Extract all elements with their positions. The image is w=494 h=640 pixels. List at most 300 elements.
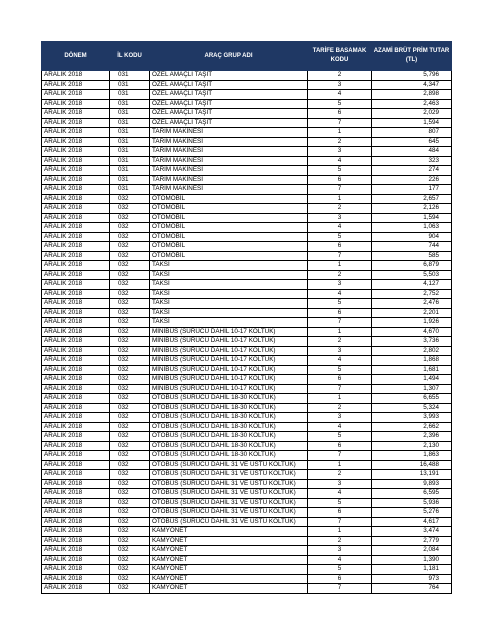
table-row bbox=[42, 337, 452, 347]
cell-arac-grup: MİNİBÜS (SÜRÜCÜ DAHİL 10-17 KOLTUK) bbox=[150, 375, 308, 385]
cell-il-kodu: 032 bbox=[110, 489, 150, 499]
cell-donem: ARALIK 2018 bbox=[42, 128, 110, 138]
cell-tarife: 6 bbox=[308, 508, 372, 518]
cell-donem: ARALIK 2018 bbox=[42, 451, 110, 461]
cell-il-kodu: 031 bbox=[110, 128, 150, 138]
cell-donem: ARALIK 2018 bbox=[42, 489, 110, 499]
cell-arac-grup: OTOMOBİL bbox=[150, 213, 308, 223]
cell-il-kodu: 032 bbox=[110, 565, 150, 575]
cell-il-kodu: 031 bbox=[110, 147, 150, 157]
cell-il-kodu: 031 bbox=[110, 80, 150, 90]
cell-arac-grup: OTOBÜS (SÜRÜCÜ DAHİL 31 VE ÜSTÜ KOLTUK) bbox=[150, 489, 308, 499]
cell-tutar: 2,029 bbox=[372, 109, 452, 119]
cell-tarife: 2 bbox=[308, 137, 372, 147]
cell-tarife: 3 bbox=[308, 546, 372, 556]
cell-tutar: 2,084 bbox=[372, 546, 452, 556]
table-row bbox=[42, 574, 452, 584]
table-row bbox=[42, 565, 452, 575]
cell-il-kodu: 032 bbox=[110, 546, 150, 556]
table-row bbox=[42, 432, 452, 442]
cell-il-kodu: 032 bbox=[110, 403, 150, 413]
cell-arac-grup: KAMYONET bbox=[150, 546, 308, 556]
cell-tutar: 274 bbox=[372, 166, 452, 176]
table-row bbox=[42, 289, 452, 299]
table-row bbox=[42, 251, 452, 261]
cell-tarife: 2 bbox=[308, 71, 372, 81]
cell-tutar: 9,893 bbox=[372, 479, 452, 489]
cell-tutar: 2,126 bbox=[372, 204, 452, 214]
cell-tutar: 226 bbox=[372, 175, 452, 185]
cell-il-kodu: 032 bbox=[110, 213, 150, 223]
cell-donem: ARALIK 2018 bbox=[42, 242, 110, 252]
header-tarife: TARİFE BASAMAK KODU bbox=[308, 42, 372, 71]
cell-tutar: 1,863 bbox=[372, 451, 452, 461]
cell-donem: ARALIK 2018 bbox=[42, 413, 110, 423]
cell-tarife: 2 bbox=[308, 470, 372, 480]
cell-donem: ARALIK 2018 bbox=[42, 118, 110, 128]
table-row bbox=[42, 204, 452, 214]
cell-arac-grup: ÖZEL AMAÇLI TAŞIT bbox=[150, 80, 308, 90]
premium-table bbox=[41, 41, 452, 594]
cell-tutar: 2,752 bbox=[372, 289, 452, 299]
table-row bbox=[42, 99, 452, 109]
cell-tutar: 2,463 bbox=[372, 99, 452, 109]
cell-tutar: 5,276 bbox=[372, 508, 452, 518]
table-row bbox=[42, 441, 452, 451]
table-row bbox=[42, 71, 452, 81]
cell-tarife: 2 bbox=[308, 270, 372, 280]
table-row bbox=[42, 327, 452, 337]
cell-il-kodu: 032 bbox=[110, 308, 150, 318]
cell-il-kodu: 032 bbox=[110, 394, 150, 404]
cell-arac-grup: OTOMOBİL bbox=[150, 242, 308, 252]
cell-il-kodu: 031 bbox=[110, 99, 150, 109]
cell-donem: ARALIK 2018 bbox=[42, 479, 110, 489]
cell-donem: ARALIK 2018 bbox=[42, 460, 110, 470]
cell-tarife: 7 bbox=[308, 517, 372, 527]
cell-il-kodu: 032 bbox=[110, 460, 150, 470]
cell-tarife: 6 bbox=[308, 574, 372, 584]
cell-arac-grup: OTOBÜS (SÜRÜCÜ DAHİL 18-30 KOLTUK) bbox=[150, 413, 308, 423]
cell-il-kodu: 032 bbox=[110, 251, 150, 261]
cell-tarife: 5 bbox=[308, 498, 372, 508]
cell-il-kodu: 031 bbox=[110, 118, 150, 128]
header-tutar: AZAMİ BRÜT PRİM TUTAR (TL) bbox=[372, 42, 452, 71]
cell-il-kodu: 032 bbox=[110, 356, 150, 366]
cell-donem: ARALIK 2018 bbox=[42, 156, 110, 166]
table-row bbox=[42, 384, 452, 394]
table-row bbox=[42, 555, 452, 565]
cell-arac-grup: ÖZEL AMAÇLI TAŞIT bbox=[150, 109, 308, 119]
cell-tutar: 13,191 bbox=[372, 470, 452, 480]
cell-arac-grup: MİNİBÜS (SÜRÜCÜ DAHİL 10-17 KOLTUK) bbox=[150, 356, 308, 366]
cell-il-kodu: 032 bbox=[110, 318, 150, 328]
cell-il-kodu: 032 bbox=[110, 242, 150, 252]
cell-tutar: 5,324 bbox=[372, 403, 452, 413]
cell-il-kodu: 031 bbox=[110, 175, 150, 185]
cell-arac-grup: OTOMOBİL bbox=[150, 194, 308, 204]
cell-arac-grup: MİNİBÜS (SÜRÜCÜ DAHİL 10-17 KOLTUK) bbox=[150, 365, 308, 375]
cell-arac-grup: OTOMOBİL bbox=[150, 251, 308, 261]
cell-tarife: 5 bbox=[308, 166, 372, 176]
cell-il-kodu: 032 bbox=[110, 384, 150, 394]
cell-tutar: 6,595 bbox=[372, 489, 452, 499]
cell-tutar: 6,879 bbox=[372, 261, 452, 271]
cell-tarife: 4 bbox=[308, 422, 372, 432]
cell-donem: ARALIK 2018 bbox=[42, 346, 110, 356]
cell-donem: ARALIK 2018 bbox=[42, 308, 110, 318]
cell-donem: ARALIK 2018 bbox=[42, 270, 110, 280]
table-row bbox=[42, 346, 452, 356]
table-row bbox=[42, 413, 452, 423]
cell-donem: ARALIK 2018 bbox=[42, 71, 110, 81]
cell-arac-grup: OTOBÜS (SÜRÜCÜ DAHİL 31 VE ÜSTÜ KOLTUK) bbox=[150, 508, 308, 518]
cell-donem: ARALIK 2018 bbox=[42, 280, 110, 290]
cell-il-kodu: 032 bbox=[110, 232, 150, 242]
cell-tutar: 1,926 bbox=[372, 318, 452, 328]
table-row bbox=[42, 118, 452, 128]
cell-tarife: 4 bbox=[308, 156, 372, 166]
cell-donem: ARALIK 2018 bbox=[42, 261, 110, 271]
cell-tutar: 2,476 bbox=[372, 299, 452, 309]
cell-il-kodu: 031 bbox=[110, 90, 150, 100]
cell-donem: ARALIK 2018 bbox=[42, 299, 110, 309]
cell-tarife: 7 bbox=[308, 318, 372, 328]
cell-tarife: 3 bbox=[308, 280, 372, 290]
cell-donem: ARALIK 2018 bbox=[42, 546, 110, 556]
cell-tarife: 5 bbox=[308, 232, 372, 242]
cell-tutar: 323 bbox=[372, 156, 452, 166]
table-row bbox=[42, 223, 452, 233]
cell-tutar: 973 bbox=[372, 574, 452, 584]
cell-donem: ARALIK 2018 bbox=[42, 137, 110, 147]
cell-arac-grup: OTOBÜS (SÜRÜCÜ DAHİL 18-30 KOLTUK) bbox=[150, 394, 308, 404]
cell-il-kodu: 032 bbox=[110, 441, 150, 451]
cell-arac-grup: OTOBÜS (SÜRÜCÜ DAHİL 18-30 KOLTUK) bbox=[150, 422, 308, 432]
cell-il-kodu: 032 bbox=[110, 261, 150, 271]
cell-donem: ARALIK 2018 bbox=[42, 394, 110, 404]
cell-arac-grup: TAKSİ bbox=[150, 299, 308, 309]
cell-donem: ARALIK 2018 bbox=[42, 185, 110, 195]
cell-arac-grup: OTOMOBİL bbox=[150, 232, 308, 242]
cell-donem: ARALIK 2018 bbox=[42, 432, 110, 442]
cell-arac-grup: TAKSİ bbox=[150, 270, 308, 280]
table-row bbox=[42, 546, 452, 556]
table-row bbox=[42, 137, 452, 147]
cell-arac-grup: TAKSİ bbox=[150, 308, 308, 318]
cell-tarife: 3 bbox=[308, 479, 372, 489]
cell-il-kodu: 032 bbox=[110, 555, 150, 565]
cell-tutar: 3,736 bbox=[372, 337, 452, 347]
cell-tutar: 764 bbox=[372, 584, 452, 594]
header-il-kodu: İL KODU bbox=[110, 42, 150, 71]
cell-donem: ARALIK 2018 bbox=[42, 565, 110, 575]
table-row bbox=[42, 489, 452, 499]
cell-tarife: 3 bbox=[308, 213, 372, 223]
header-arac-grup: ARAÇ GRUP ADI bbox=[150, 42, 308, 71]
cell-il-kodu: 031 bbox=[110, 166, 150, 176]
cell-il-kodu: 032 bbox=[110, 375, 150, 385]
cell-arac-grup: OTOMOBİL bbox=[150, 204, 308, 214]
cell-arac-grup: TAKSİ bbox=[150, 261, 308, 271]
cell-donem: ARALIK 2018 bbox=[42, 498, 110, 508]
cell-tarife: 7 bbox=[308, 251, 372, 261]
cell-il-kodu: 032 bbox=[110, 422, 150, 432]
cell-tutar: 2,662 bbox=[372, 422, 452, 432]
cell-donem: ARALIK 2018 bbox=[42, 517, 110, 527]
cell-tarife: 5 bbox=[308, 565, 372, 575]
cell-tutar: 5,936 bbox=[372, 498, 452, 508]
cell-donem: ARALIK 2018 bbox=[42, 223, 110, 233]
cell-tarife: 1 bbox=[308, 128, 372, 138]
cell-tutar: 3,474 bbox=[372, 527, 452, 537]
cell-donem: ARALIK 2018 bbox=[42, 204, 110, 214]
cell-donem: ARALIK 2018 bbox=[42, 555, 110, 565]
cell-tarife: 1 bbox=[308, 261, 372, 271]
cell-tutar: 484 bbox=[372, 147, 452, 157]
cell-donem: ARALIK 2018 bbox=[42, 194, 110, 204]
cell-tarife: 3 bbox=[308, 346, 372, 356]
table-row bbox=[42, 498, 452, 508]
cell-tarife: 6 bbox=[308, 109, 372, 119]
cell-il-kodu: 032 bbox=[110, 517, 150, 527]
cell-arac-grup: ÖZEL AMAÇLI TAŞIT bbox=[150, 99, 308, 109]
table-row bbox=[42, 128, 452, 138]
cell-il-kodu: 032 bbox=[110, 223, 150, 233]
cell-il-kodu: 031 bbox=[110, 156, 150, 166]
cell-tarife: 5 bbox=[308, 365, 372, 375]
cell-donem: ARALIK 2018 bbox=[42, 375, 110, 385]
cell-tarife: 2 bbox=[308, 536, 372, 546]
cell-il-kodu: 032 bbox=[110, 574, 150, 584]
cell-arac-grup: TARIM MAKİNESİ bbox=[150, 147, 308, 157]
cell-tarife: 1 bbox=[308, 460, 372, 470]
cell-tarife: 1 bbox=[308, 194, 372, 204]
table-row bbox=[42, 470, 452, 480]
cell-tutar: 3,993 bbox=[372, 413, 452, 423]
cell-donem: ARALIK 2018 bbox=[42, 441, 110, 451]
cell-arac-grup: OTOBÜS (SÜRÜCÜ DAHİL 31 VE ÜSTÜ KOLTUK) bbox=[150, 517, 308, 527]
cell-tarife: 4 bbox=[308, 90, 372, 100]
cell-il-kodu: 031 bbox=[110, 185, 150, 195]
cell-tarife: 6 bbox=[308, 175, 372, 185]
table-row bbox=[42, 394, 452, 404]
cell-arac-grup: TAKSİ bbox=[150, 280, 308, 290]
cell-tarife: 6 bbox=[308, 308, 372, 318]
table-row bbox=[42, 242, 452, 252]
table-row bbox=[42, 299, 452, 309]
cell-donem: ARALIK 2018 bbox=[42, 99, 110, 109]
cell-donem: ARALIK 2018 bbox=[42, 365, 110, 375]
cell-tutar: 5,503 bbox=[372, 270, 452, 280]
cell-arac-grup: OTOBÜS (SÜRÜCÜ DAHİL 18-30 KOLTUK) bbox=[150, 451, 308, 461]
cell-il-kodu: 032 bbox=[110, 270, 150, 280]
table-row bbox=[42, 185, 452, 195]
cell-tutar: 5,796 bbox=[372, 71, 452, 81]
cell-arac-grup: ÖZEL AMAÇLI TAŞIT bbox=[150, 90, 308, 100]
cell-arac-grup: TARIM MAKİNESİ bbox=[150, 185, 308, 195]
cell-tutar: 585 bbox=[372, 251, 452, 261]
cell-tarife: 1 bbox=[308, 394, 372, 404]
cell-tutar: 1,181 bbox=[372, 565, 452, 575]
table-row bbox=[42, 147, 452, 157]
table-row bbox=[42, 166, 452, 176]
cell-donem: ARALIK 2018 bbox=[42, 232, 110, 242]
table-row bbox=[42, 156, 452, 166]
cell-arac-grup: OTOBÜS (SÜRÜCÜ DAHİL 31 VE ÜSTÜ KOLTUK) bbox=[150, 479, 308, 489]
cell-arac-grup: TARIM MAKİNESİ bbox=[150, 156, 308, 166]
cell-il-kodu: 032 bbox=[110, 299, 150, 309]
cell-tutar: 1,681 bbox=[372, 365, 452, 375]
cell-tutar: 1,063 bbox=[372, 223, 452, 233]
cell-il-kodu: 032 bbox=[110, 280, 150, 290]
table-row bbox=[42, 365, 452, 375]
cell-donem: ARALIK 2018 bbox=[42, 166, 110, 176]
cell-tutar: 1,307 bbox=[372, 384, 452, 394]
cell-arac-grup: KAMYONET bbox=[150, 565, 308, 575]
cell-tarife: 3 bbox=[308, 413, 372, 423]
cell-arac-grup: KAMYONET bbox=[150, 584, 308, 594]
cell-tutar: 4,127 bbox=[372, 280, 452, 290]
cell-tarife: 7 bbox=[308, 185, 372, 195]
cell-tutar: 2,779 bbox=[372, 536, 452, 546]
cell-il-kodu: 032 bbox=[110, 527, 150, 537]
cell-donem: ARALIK 2018 bbox=[42, 147, 110, 157]
cell-tarife: 7 bbox=[308, 384, 372, 394]
cell-donem: ARALIK 2018 bbox=[42, 470, 110, 480]
cell-il-kodu: 031 bbox=[110, 137, 150, 147]
cell-arac-grup: OTOBÜS (SÜRÜCÜ DAHİL 18-30 KOLTUK) bbox=[150, 432, 308, 442]
table-row bbox=[42, 109, 452, 119]
cell-arac-grup: TARIM MAKİNESİ bbox=[150, 166, 308, 176]
cell-tarife: 3 bbox=[308, 80, 372, 90]
cell-tarife: 4 bbox=[308, 489, 372, 499]
cell-tarife: 4 bbox=[308, 356, 372, 366]
cell-tarife: 7 bbox=[308, 451, 372, 461]
table-row bbox=[42, 584, 452, 594]
table-row bbox=[42, 527, 452, 537]
cell-arac-grup: KAMYONET bbox=[150, 527, 308, 537]
cell-tarife: 4 bbox=[308, 223, 372, 233]
table-row bbox=[42, 517, 452, 527]
cell-il-kodu: 032 bbox=[110, 508, 150, 518]
cell-donem: ARALIK 2018 bbox=[42, 403, 110, 413]
table-row bbox=[42, 536, 452, 546]
cell-arac-grup: ÖZEL AMAÇLI TAŞIT bbox=[150, 71, 308, 81]
cell-donem: ARALIK 2018 bbox=[42, 289, 110, 299]
cell-il-kodu: 032 bbox=[110, 584, 150, 594]
cell-arac-grup: KAMYONET bbox=[150, 536, 308, 546]
cell-arac-grup: OTOBÜS (SÜRÜCÜ DAHİL 18-30 KOLTUK) bbox=[150, 403, 308, 413]
cell-il-kodu: 032 bbox=[110, 337, 150, 347]
cell-tutar: 1,594 bbox=[372, 118, 452, 128]
table-row bbox=[42, 213, 452, 223]
cell-il-kodu: 032 bbox=[110, 327, 150, 337]
cell-tarife: 1 bbox=[308, 527, 372, 537]
table-row bbox=[42, 318, 452, 328]
cell-il-kodu: 031 bbox=[110, 109, 150, 119]
cell-tarife: 6 bbox=[308, 375, 372, 385]
cell-tutar: 1,494 bbox=[372, 375, 452, 385]
cell-tarife: 5 bbox=[308, 432, 372, 442]
cell-il-kodu: 032 bbox=[110, 536, 150, 546]
cell-tutar: 744 bbox=[372, 242, 452, 252]
cell-arac-grup: MİNİBÜS (SÜRÜCÜ DAHİL 10-17 KOLTUK) bbox=[150, 346, 308, 356]
cell-il-kodu: 032 bbox=[110, 346, 150, 356]
cell-arac-grup: KAMYONET bbox=[150, 574, 308, 584]
cell-donem: ARALIK 2018 bbox=[42, 337, 110, 347]
cell-tarife: 5 bbox=[308, 299, 372, 309]
table-row bbox=[42, 403, 452, 413]
cell-tutar: 2,201 bbox=[372, 308, 452, 318]
cell-tutar: 4,617 bbox=[372, 517, 452, 527]
cell-arac-grup: OTOBÜS (SÜRÜCÜ DAHİL 31 VE ÜSTÜ KOLTUK) bbox=[150, 498, 308, 508]
cell-tarife: 7 bbox=[308, 584, 372, 594]
cell-donem: ARALIK 2018 bbox=[42, 109, 110, 119]
cell-tutar: 2,898 bbox=[372, 90, 452, 100]
cell-tutar: 2,657 bbox=[372, 194, 452, 204]
cell-tutar: 2,396 bbox=[372, 432, 452, 442]
cell-il-kodu: 032 bbox=[110, 365, 150, 375]
cell-tutar: 2,802 bbox=[372, 346, 452, 356]
cell-il-kodu: 032 bbox=[110, 289, 150, 299]
cell-tutar: 6,655 bbox=[372, 394, 452, 404]
table-row bbox=[42, 308, 452, 318]
cell-tarife: 1 bbox=[308, 327, 372, 337]
cell-il-kodu: 032 bbox=[110, 194, 150, 204]
cell-il-kodu: 032 bbox=[110, 470, 150, 480]
cell-tarife: 6 bbox=[308, 441, 372, 451]
cell-tarife: 4 bbox=[308, 289, 372, 299]
header-row bbox=[42, 42, 452, 71]
table-row bbox=[42, 280, 452, 290]
table-row bbox=[42, 175, 452, 185]
cell-tarife: 2 bbox=[308, 204, 372, 214]
cell-donem: ARALIK 2018 bbox=[42, 175, 110, 185]
cell-tutar: 807 bbox=[372, 128, 452, 138]
cell-donem: ARALIK 2018 bbox=[42, 251, 110, 261]
cell-donem: ARALIK 2018 bbox=[42, 508, 110, 518]
cell-donem: ARALIK 2018 bbox=[42, 574, 110, 584]
cell-arac-grup: KAMYONET bbox=[150, 555, 308, 565]
table-row bbox=[42, 422, 452, 432]
cell-tarife: 5 bbox=[308, 99, 372, 109]
cell-il-kodu: 032 bbox=[110, 413, 150, 423]
cell-arac-grup: OTOBÜS (SÜRÜCÜ DAHİL 18-30 KOLTUK) bbox=[150, 441, 308, 451]
table-row bbox=[42, 356, 452, 366]
cell-il-kodu: 032 bbox=[110, 204, 150, 214]
cell-il-kodu: 032 bbox=[110, 479, 150, 489]
table-row bbox=[42, 479, 452, 489]
table-row bbox=[42, 375, 452, 385]
cell-donem: ARALIK 2018 bbox=[42, 213, 110, 223]
cell-arac-grup: ÖZEL AMAÇLI TAŞIT bbox=[150, 118, 308, 128]
cell-il-kodu: 032 bbox=[110, 498, 150, 508]
cell-donem: ARALIK 2018 bbox=[42, 90, 110, 100]
cell-tutar: 177 bbox=[372, 185, 452, 195]
cell-tutar: 904 bbox=[372, 232, 452, 242]
cell-tarife: 3 bbox=[308, 147, 372, 157]
table-row bbox=[42, 508, 452, 518]
cell-tarife: 2 bbox=[308, 337, 372, 347]
cell-tarife: 6 bbox=[308, 242, 372, 252]
cell-arac-grup: OTOMOBİL bbox=[150, 223, 308, 233]
cell-tutar: 16,488 bbox=[372, 460, 452, 470]
table-row bbox=[42, 460, 452, 470]
cell-arac-grup: TAKSİ bbox=[150, 318, 308, 328]
cell-il-kodu: 031 bbox=[110, 71, 150, 81]
cell-tutar: 1,390 bbox=[372, 555, 452, 565]
